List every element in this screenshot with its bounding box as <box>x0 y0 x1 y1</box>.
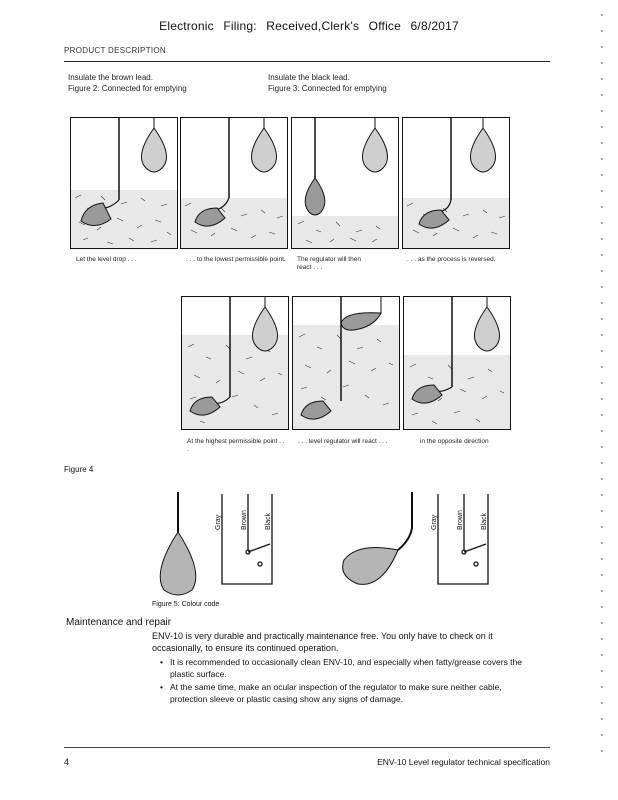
header-rule <box>64 61 550 62</box>
wire-label-black-right: Black <box>481 512 488 530</box>
row1-caption-4: . . . as the process is reversed. <box>407 256 496 263</box>
row1-caption-1: Let the level drop . . . <box>76 256 137 263</box>
lowest-point-illustration <box>181 118 287 248</box>
maintenance-bullet-1: • It is recommended to occasionally clean ENV-10, and especially when fatty/grease covers the plastic surface. <box>160 657 538 680</box>
react-illustration <box>292 118 398 248</box>
colour-code-diagram <box>150 488 510 600</box>
wire-label-gray-left: Gray <box>215 514 222 530</box>
lowest-point-panel <box>180 117 288 249</box>
footer-rule <box>64 747 550 748</box>
wire-label-gray-right: Gray <box>431 514 438 530</box>
row1-caption-3: The regulator will then react . . . <box>297 256 361 271</box>
figure-5-caption: Figure 5: Colour code <box>152 601 220 608</box>
maintenance-paragraph: ENV-10 is very durable and practically maintenance free. You only have to check on it occasionally, to ensure its continued operation. <box>152 631 493 653</box>
section-label: PRODUCT DESCRIPTION <box>64 46 167 55</box>
page-edge-marks <box>600 14 604 754</box>
figure-2-caption: Insulate the brown lead. Figure 2: Connected for emptying <box>68 73 187 93</box>
opposite-direction-illustration <box>404 297 510 429</box>
footer-doc-title: ENV-10 Level regulator technical specification <box>377 757 550 767</box>
opposite-direction-panel <box>403 296 511 430</box>
figure-3-caption: Insulate the black lead. Figure 3: Connected for emptying <box>268 73 387 93</box>
reversed-panel <box>402 117 510 249</box>
highest-point-panel <box>181 296 289 430</box>
level-drop-illustration <box>71 118 177 248</box>
wire-label-brown-left: Brown <box>241 510 248 530</box>
level-react-panel <box>292 296 400 430</box>
react-panel <box>291 117 399 249</box>
filing-stamp: Electronic Filing: Received,Clerk's Office 6/8/2017 <box>159 19 459 33</box>
hanging-regulator <box>160 492 196 595</box>
wire-label-brown-right: Brown <box>457 510 464 530</box>
row2-caption-3: in the opposite direction <box>420 438 489 445</box>
switch-schematic-left <box>222 494 272 584</box>
floating-regulator <box>343 492 412 584</box>
level-react-illustration <box>293 297 399 429</box>
level-drop-panel <box>70 117 178 249</box>
switch-schematic-right <box>438 494 488 584</box>
maintenance-heading: Maintenance and repair <box>66 617 172 628</box>
row2-caption-2: . . . level regulator will react . . . <box>298 438 388 445</box>
reversed-illustration <box>403 118 509 248</box>
row1-caption-2: . . . to the lowest permissible point. <box>186 256 286 263</box>
wire-label-black-left: Black <box>265 512 272 530</box>
page-number: 4 <box>64 757 70 767</box>
figure-4-label: Figure 4 <box>64 465 94 474</box>
row2-caption-1: At the highest permissible point . . . <box>187 438 285 453</box>
highest-point-illustration <box>182 297 288 429</box>
maintenance-bullet-2: • At the same time, make an ocular inspection of the regulator to make sure neither cable, protection sleeve or plastic casing show any signs of damage. <box>160 682 538 705</box>
